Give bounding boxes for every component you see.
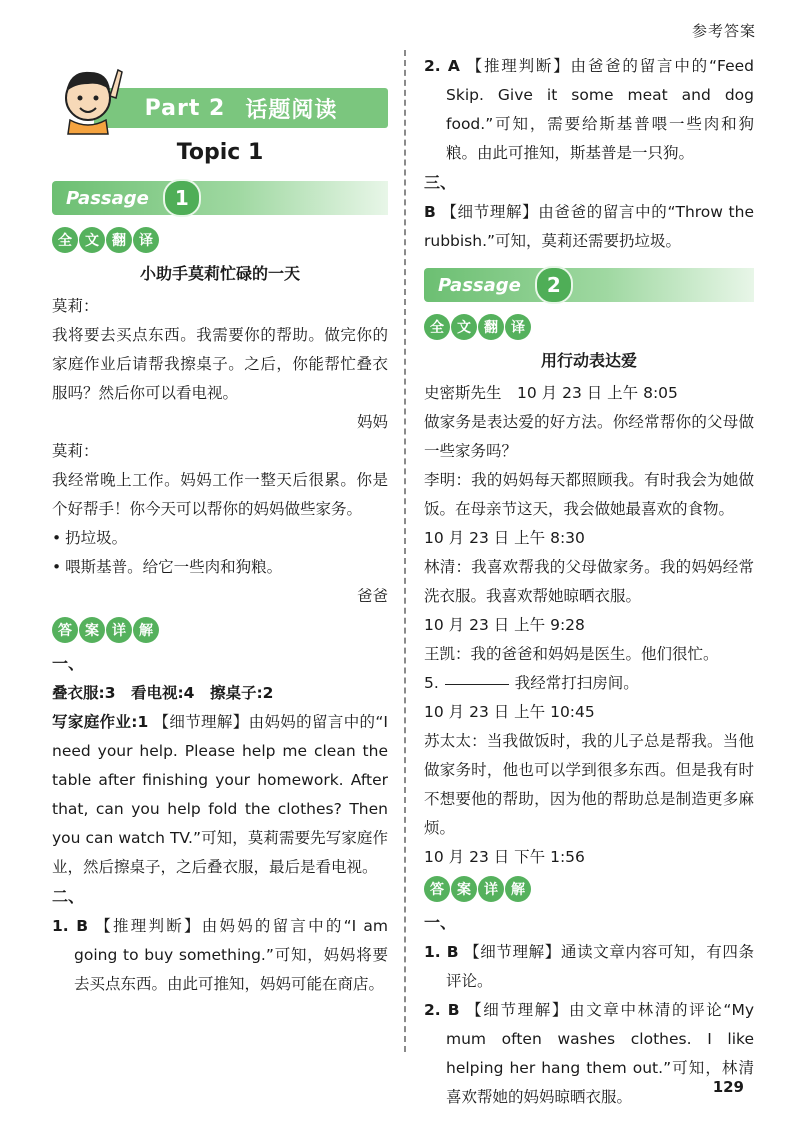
passage-2-translation-cont <box>424 698 754 872</box>
section-heading: 二、 <box>52 887 85 906</box>
answer-item: 1. B 【细节理解】通读文章内容可知，有四条评论。 <box>424 943 754 990</box>
column-divider <box>404 50 406 1052</box>
text-line: 林清：我喜欢帮我的父母做家务。我的妈妈经常洗衣服。我喜欢帮她晾晒衣服。 <box>424 558 754 605</box>
translation-label: 全 文 翻 译 <box>424 314 754 340</box>
passage-number: 1 <box>163 179 201 217</box>
text-line: 爸爸 <box>356 587 388 605</box>
answer-label: 答 案 详 解 <box>424 876 754 902</box>
text-line: 10 月 23 日 上午 10:45 <box>424 703 595 721</box>
topic-title: Topic 1 <box>176 140 264 165</box>
text-line: 莫莉： <box>52 442 99 460</box>
part-title: 话题阅读 <box>245 97 338 123</box>
text-line: • 扔垃圾。 <box>52 524 388 553</box>
section-heading: 一、 <box>424 913 457 932</box>
text-line: 做家务是表达爱的好方法。你经常帮你的父母做一些家务吗？ <box>424 413 754 460</box>
text-line: 王凯：我的爸爸和妈妈是医生。他们很忙。 <box>424 645 719 663</box>
text-line: 我将要去买点东西。我需要你的帮助。做完你的家庭作业后请帮我擦桌子。之后，你能帮忙叠衣服吗？然后你可以看电视。 <box>52 326 388 402</box>
answer-blank <box>445 683 509 685</box>
boy-mascot-icon <box>52 56 130 136</box>
passage-2-translation <box>424 379 754 669</box>
answer-item: B 【细节理解】由爸爸的留言中的“Throw the rubbish.”可知，莫莉还需要扔垃圾。 <box>424 203 754 250</box>
header-label: 参考答案 <box>691 22 756 40</box>
answer-detail: 写家庭作业:1 【细节理解】由妈妈的留言中的“I need your help. Please help me clean the table after finishing your homework. After that, can you help fold the clothes? Then you can watch TV.”可知，莫莉需要先写家庭作业，然后擦桌子，之后叠衣服，最后是看电视。 <box>52 713 388 876</box>
answer-item: 1. B 【推理判断】由妈妈的留言中的“I am going to buy something.”可知，妈妈将要去买点东西。由此可推知，妈妈可能在商店。 <box>52 917 388 993</box>
text-line: 史密斯先生 10 月 23 日 上午 8:05 <box>424 384 678 402</box>
answer-label: 答 案 详 解 <box>52 617 388 643</box>
text-line: 莫莉： <box>52 297 99 315</box>
text-line: 苏太太：当我做饭时，我的儿子总是帮我。当他做家务时，他也可以学到很多东西。但是我有时不想要他的帮助，因为他的帮助总是制造更多麻烦。 <box>424 732 754 837</box>
text-line: • 喂斯基普。给它一些肉和狗粮。 <box>52 553 388 582</box>
text-line: 10 月 23 日 上午 8:30 <box>424 529 585 547</box>
text-line: 妈妈 <box>356 413 388 431</box>
passage-2-tab <box>424 268 754 302</box>
passage-1-tab <box>52 181 388 215</box>
part-banner <box>52 52 388 130</box>
translation-title: 小助手莫莉忙碌的一天 <box>139 264 300 283</box>
answer-line: 叠衣服:3 看电视:4 擦桌子:2 <box>52 684 274 702</box>
right-column <box>424 52 754 1112</box>
left-column <box>52 52 388 999</box>
text-line: 李明：我的妈妈每天都照顾我。有时我会为她做饭。在母亲节这天，我会做她最喜欢的食物。 <box>424 471 754 518</box>
section-heading: 一、 <box>52 654 85 673</box>
text-line: 10 月 23 日 下午 1:56 <box>424 848 585 866</box>
text-line: 10 月 23 日 上午 9:28 <box>424 616 585 634</box>
answer-item: 2. B 【细节理解】由文章中林清的评论“My mum often washes clothes. I like helping her hang them out.”可知，林清喜欢帮她的妈妈晾晒衣服。 <box>424 1001 755 1106</box>
text-line: 我经常晚上工作。妈妈工作一整天后很累。你是个好帮手！你今天可以帮你的妈妈做些家务。 <box>52 471 388 518</box>
page-number: 129 <box>712 1078 744 1096</box>
translation-label: 全 文 翻 译 <box>52 227 388 253</box>
answer-item: 2. A 【推理判断】由爸爸的留言中的“Feed Skip. Give it some meat and dog food.”可知，需要给斯基普喂一些肉和狗粮。由此可推知，斯基普是一只狗。 <box>424 57 754 162</box>
blank-line: 5. 我经常打扫房间。 <box>424 674 639 692</box>
passage-tab-label: Passage <box>438 274 521 296</box>
passage-1-translation <box>52 292 388 611</box>
passage-number: 2 <box>535 266 573 304</box>
part-label: Part 2 <box>144 95 226 121</box>
translation-title: 用行动表达爱 <box>540 351 637 370</box>
passage-tab-label: Passage <box>66 187 149 209</box>
section-heading: 三、 <box>424 173 457 192</box>
